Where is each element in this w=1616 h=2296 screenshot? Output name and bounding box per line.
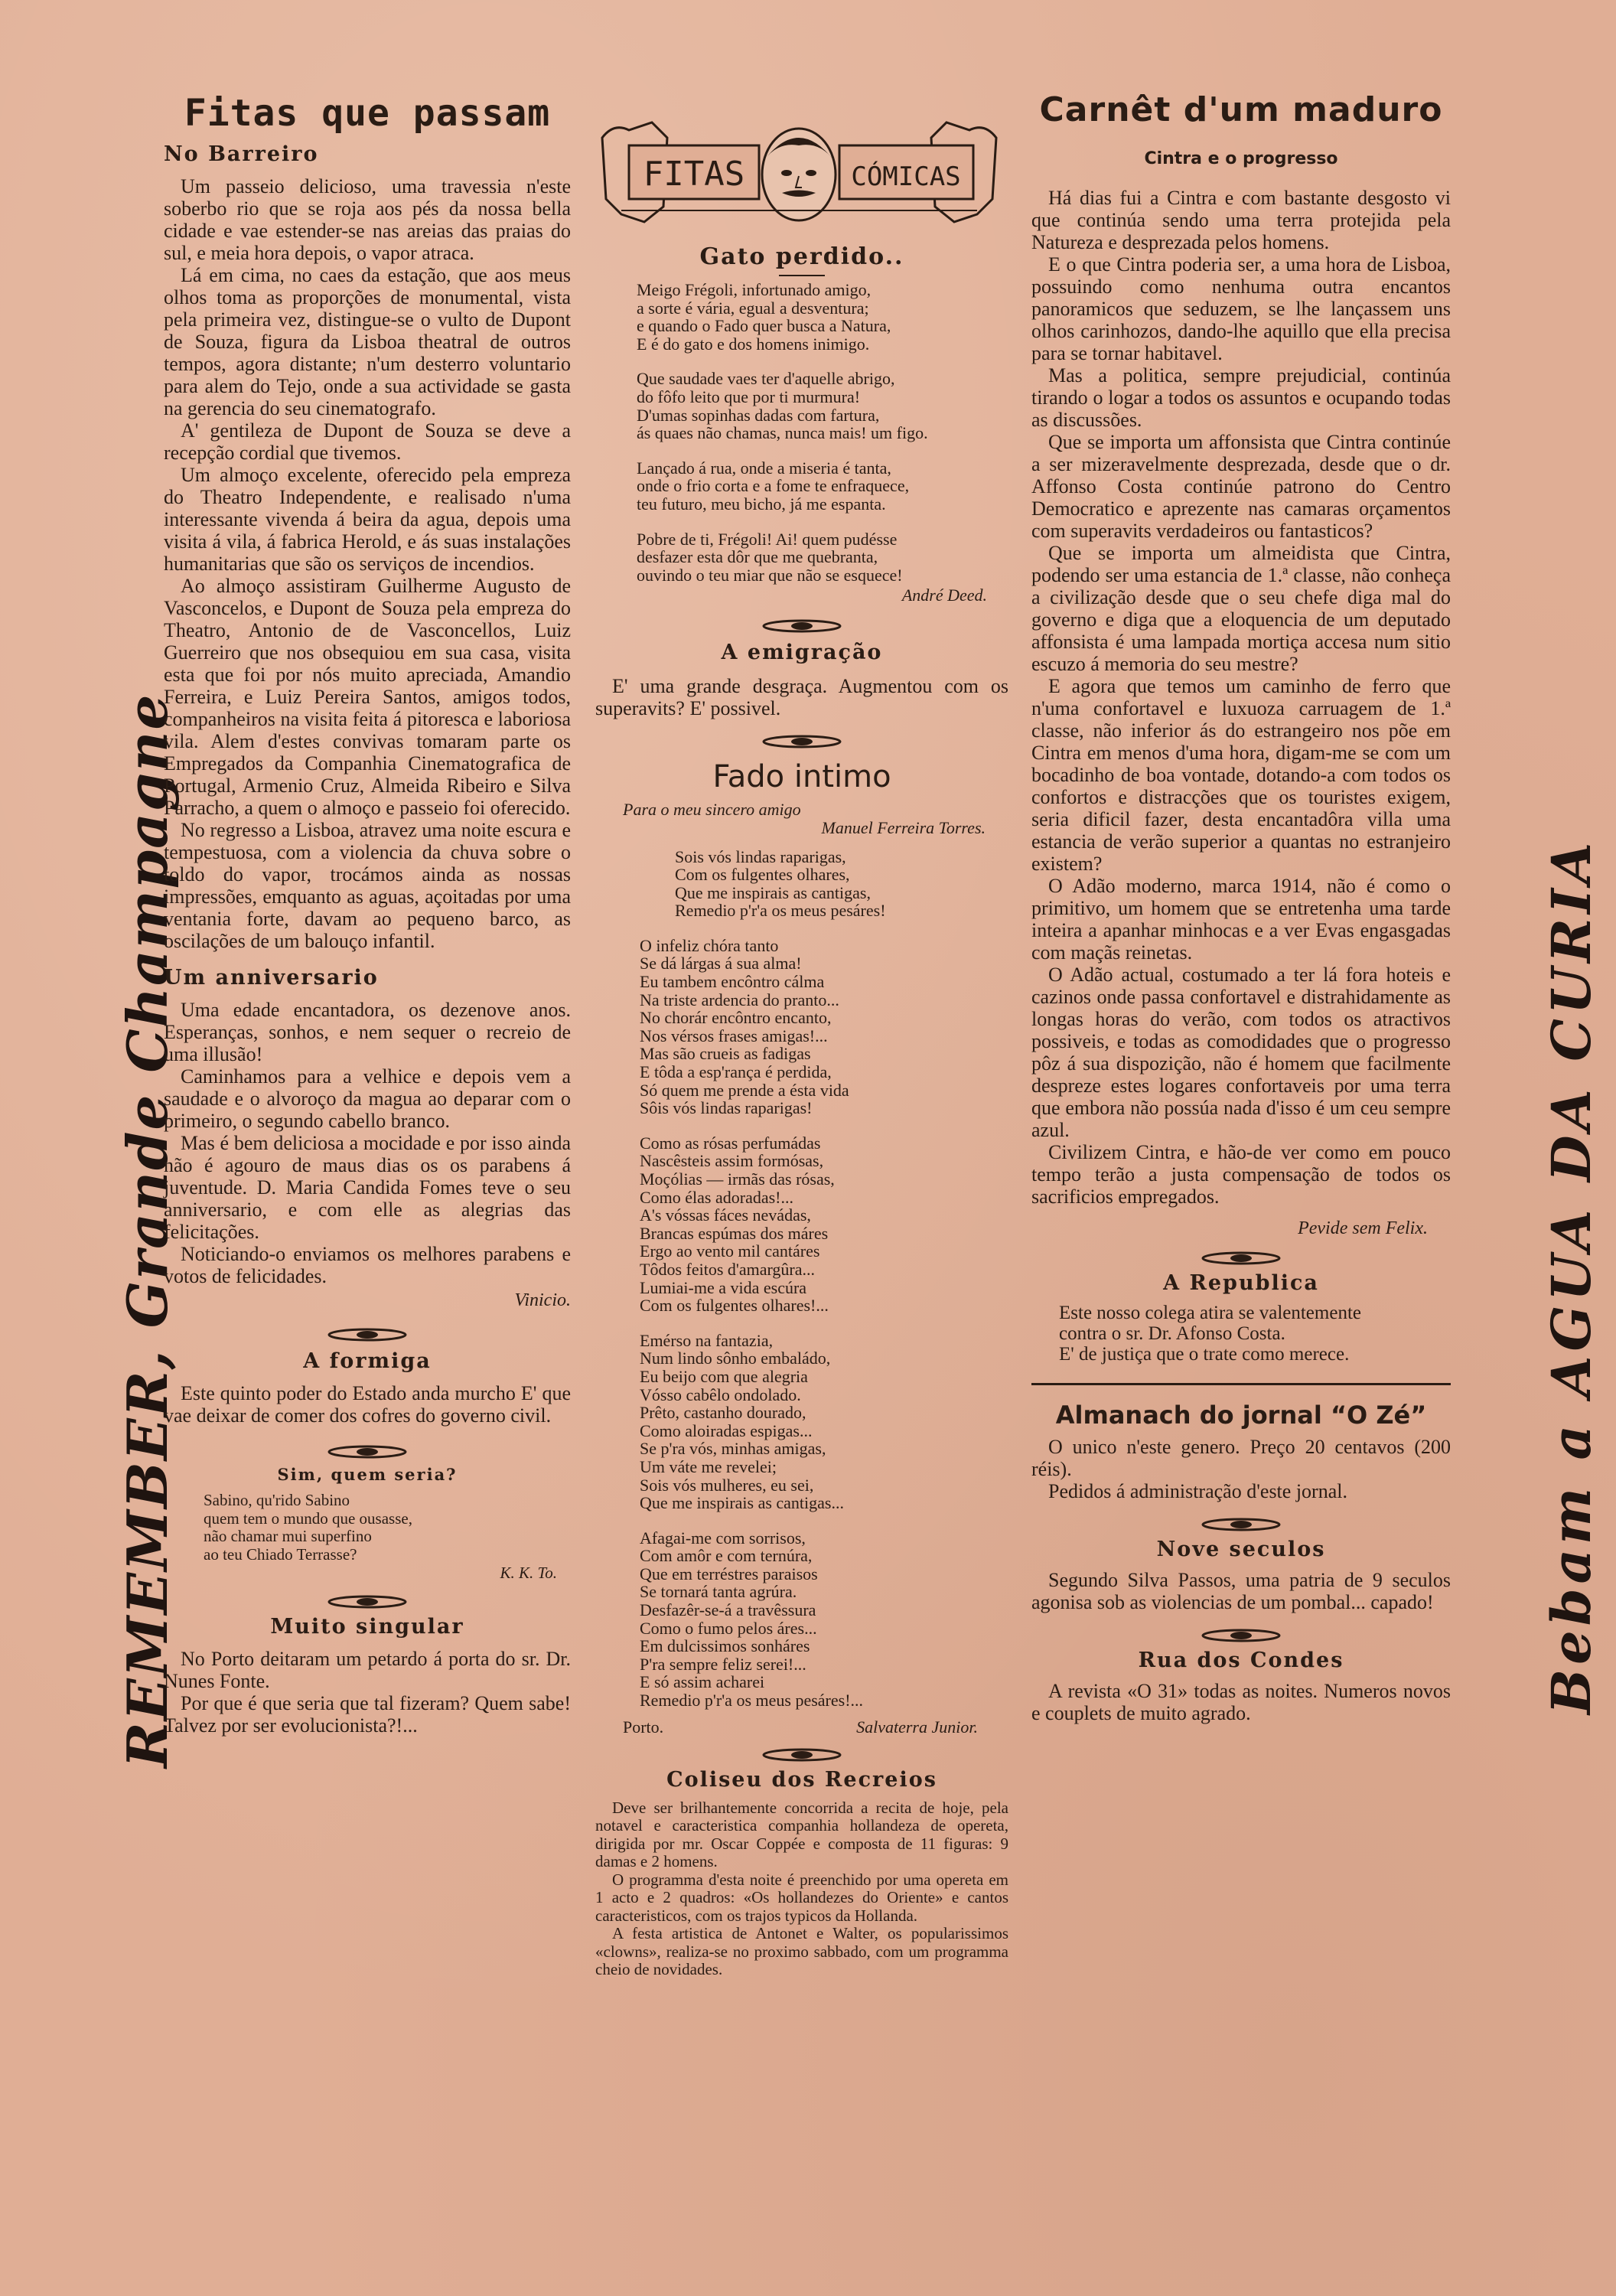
- poem-line: Sois vós lindas raparigas,: [675, 846, 846, 866]
- poem-line: Brancas espúmas dos máres: [640, 1223, 829, 1243]
- barreiro-paragraph: A' gentileza de Dupont de Souza se deve a recepção cordial que tivemos.: [164, 419, 571, 464]
- poem-line: Como as rósas perfumádas: [640, 1133, 821, 1153]
- verse-line: ao teu Chiado Terrasse?: [204, 1544, 357, 1564]
- almanach-article: [1031, 1436, 1451, 1502]
- short-rule: [779, 275, 825, 276]
- logo-right-text: CÓMICAS: [851, 161, 961, 192]
- gato-signature: André Deed.: [901, 585, 987, 605]
- carnet-paragraph: E agora que temos um caminho de ferro que n'uma confortavel e luxuoza carruagem de 1.ª classe, não inferior ás do estrangeiro nos põe em Cintra em menos d'uma hora, digam-me se com um bocadinho de boa vontade, dotando-a com todos os confortos e distracções que os touristes exigem, seria dificil fazer, desta encantadôra villa uma estancia de verão superior a quantas no estranjeiro existem?: [1031, 675, 1451, 875]
- poem-stanza: [640, 1134, 1008, 1315]
- ornament-divider: [325, 1326, 409, 1343]
- vertical-ad-right-text: Bebam a AGUA DA CURIA: [1539, 837, 1603, 1714]
- poem-line: Moçólias — irmãs das rósas,: [640, 1169, 835, 1189]
- poem-line: Se dá lárgas á sua alma!: [640, 954, 802, 974]
- coliseu-paragraph: Deve ser brilhantemente concorrida a recita de hoje, pela notavel e caracteristica companhia hollandeza de opereta, dirigida por mr. Oscar Coppée e composta de 11 figuras: 9 damas e 2 homens.: [595, 1798, 1008, 1871]
- poem-stanza: [640, 937, 1008, 1117]
- carnet-paragraph: Que se importa um almeidista que Cintra, podendo ser uma estancia de 1.ª classe, não conheça a civilização desde que o seu chefe diga mal do governo e diga que a eloquencia de um deputado affonsista é uma lampada mortiça accesa num sitio escuzo á memoria do seu mestre?: [1031, 542, 1451, 675]
- poem-line: Se tornará tanta agrúra.: [640, 1582, 797, 1602]
- carnet-article: [1031, 187, 1451, 1208]
- poem-line: Com amôr e com ternúra,: [640, 1546, 813, 1566]
- ornament-divider: [1199, 1627, 1283, 1644]
- verse-line: não chamar mui superfino: [204, 1527, 372, 1545]
- barreiro-paragraph: No regresso a Lisboa, atravez uma noite escura e tempestuosa, com a violencia da chuva sobre o toldo do vapor, trocámos ainda as nossas impressões, emquanto as aguas, açoitadas por uma ventania forte, davam ao pequeno barco, as oscilações de um balouço infantil.: [164, 819, 571, 952]
- fado-footer: [595, 1717, 1008, 1737]
- poem-line: Que me inspirais as cantigas,: [675, 882, 871, 902]
- poem-line: Afagai-me com sorrisos,: [640, 1528, 806, 1548]
- barreiro-paragraph: Lá em cima, no caes da estação, que aos meus olhos toma as proporções de monumental, vista pela primeira vez, distingue-se o vulto de Dupont de Souza, figura da Lisboa theatral de outros tempos, agora distante; n'um desterro voluntario para alem do Tejo, onde a sua actividade se gasta na gerencia do seu cinematografo.: [164, 264, 571, 419]
- poem-line: Nascêsteis assim formósas,: [640, 1151, 824, 1171]
- republica-line: Este nosso colega atira se valentemente: [1059, 1303, 1361, 1323]
- formiga-heading: A formiga: [303, 1349, 432, 1373]
- nove-heading: Nove seculos: [1156, 1538, 1326, 1561]
- singular-paragraph: No Porto deitaram um petardo á porta do sr. Dr. Nunes Fonte.: [164, 1648, 571, 1692]
- vertical-ad-left-text: REMEMBER, Grande Champagne: [115, 693, 180, 1768]
- poem-line: Lançado á rua, onde a miseria é tanta,: [637, 458, 891, 478]
- fitas-comicas-logo-art: [598, 115, 1000, 230]
- fado-heading: Fado intimo: [712, 759, 891, 795]
- poem-line: Desfazêr-se-á a travêssura: [640, 1600, 816, 1620]
- poem-line: Emérso na fantazia,: [640, 1330, 774, 1350]
- poem-line: A's vóssas fáces nevádas,: [640, 1205, 811, 1225]
- poem-line: ás quaes não chamas, nunca mais! um figo.: [637, 423, 928, 443]
- poem-line: Que em terréstres paraisos: [640, 1564, 818, 1583]
- poem-line: do fôfo leito que por ti murmura!: [637, 386, 861, 406]
- poem-line: No chorár encôntro encanto,: [640, 1008, 832, 1028]
- poem-line: Vósso cabêlo ondolado.: [640, 1384, 801, 1404]
- poem-line: Eu tambem encôntro cálma: [640, 972, 825, 992]
- poem-stanza: [637, 530, 1008, 585]
- ornament-divider: [325, 1443, 409, 1460]
- poem-line: Que me inspirais as cantigas...: [640, 1493, 844, 1513]
- carnet-paragraph: Mas a politica, sempre prejudicial, continúa tirando o logar a todos os assuntos e ocupando todas as discussões.: [1031, 364, 1451, 431]
- ornament-divider: [1199, 1516, 1283, 1533]
- column-left: [164, 0, 571, 1737]
- carnet-subtitle: Cintra e o progresso: [1144, 149, 1338, 168]
- column-center: [595, 243, 1008, 1979]
- section-rule: [1031, 1383, 1451, 1385]
- aniversario-paragraph: Caminhamos para a velhice e depois vem a saudade e o alvoroço da magua ao deparar com o primeiro, o segundo cabello branco.: [164, 1065, 571, 1132]
- poem-line: Como o fumo pelos áres...: [640, 1618, 817, 1638]
- column-right: [1031, 0, 1451, 1724]
- poem-line: O infeliz chóra tanto: [640, 935, 779, 955]
- ornament-divider: [325, 1593, 409, 1610]
- carnet-paragraph: O Adão moderno, marca 1914, não é como o primitivo, um homem que se entretenha uma tarde inteira a apanhar minhocas e a ver Evas engasgadas com maçãs reinetas.: [1031, 875, 1451, 964]
- formiga-text: Este quinto poder do Estado anda murcho E' que vae deixar de comer dos cofres do governo civil.: [164, 1382, 571, 1427]
- almanach-paragraph: Pedidos á administração d'este jornal.: [1048, 1480, 1347, 1502]
- republica-article: [1031, 1303, 1451, 1365]
- coliseu-heading: Coliseu dos Recreios: [666, 1767, 937, 1792]
- barreiro-heading: No Barreiro: [164, 142, 319, 166]
- barreiro-paragraph: Ao almoço assistiram Guilherme Augusto de Vasconcelos, e Dupont de Souza pela empreza do Theatro, Antonio de de Vasconcellos, Luiz Guerreiro que nos obsequiou em sua casa, visita esta que foi por nós muito apreciada, Amandio Ferreira, e Luiz Pereira Santos, amigos todos, companheiros na visita feita á pitoresca e laboriosa vila. Alem d'estes convivas tomaram parte os Empregados da Companhia Cinematografica de Portugal, Armenio Cruz, Almeida Ribeiro e Silva Parracho, a quem o almoço e passeio foi oferecido.: [164, 575, 571, 819]
- poem-stanza: [640, 1529, 1008, 1710]
- nove-article: [1031, 1569, 1451, 1613]
- emigracao-text: E' uma grande desgraça. Augmentou com os superavits? E' possivel.: [595, 675, 1008, 720]
- nove-text: Segundo Silva Passos, uma patria de 9 seculos agonisa sob as violencias de um pombal... capado!: [1031, 1569, 1451, 1613]
- condes-text: A revista «O 31» todas as noites. Numeros novos e couplets de muito agrado.: [1031, 1680, 1451, 1724]
- sim-quem-heading: Sim, quem seria?: [277, 1465, 458, 1484]
- dedication-line: Manuel Ferreira Torres.: [821, 817, 986, 837]
- poem-line: Pobre de ti, Frégoli! Ai! quem pudésse: [637, 529, 898, 549]
- poem-line: ouvindo o teu miar que não se esquece!: [637, 565, 903, 585]
- fado-signature: Salvaterra Junior.: [856, 1717, 978, 1737]
- almanach-heading: Almanach do jornal “O Zé”: [1055, 1401, 1427, 1430]
- poem-line: a sorte é vária, egual a desventura;: [637, 298, 869, 318]
- poem-line: Na triste ardencia do pranto...: [640, 990, 839, 1009]
- carnet-paragraph: O Adão actual, costumado a ter lá fora hoteis e cazinos onde passa confortavel e distrahidamente as longas horas do verão, com todos os atractivos possiveis, e todas as comodidades que o progresso pôz á sua dispozição, não é homem que facilmente despreze estes logares confortaveis por uma terra que embora não possúa nada d'isso é um ceu sempre azul.: [1031, 964, 1451, 1141]
- poem-line: Remedio p'r'a os meus pesáres!: [675, 901, 886, 921]
- republica-line: contra o sr. Dr. Afonso Costa.: [1059, 1323, 1285, 1344]
- sim-quem-signature: K. K. To.: [500, 1564, 557, 1582]
- coliseu-paragraph: A festa artistica de Antonet e Walter, os popularissimos «clowns», realiza-se no proximo sabbado, com um programma cheio de novidades.: [595, 1924, 1008, 1979]
- emigracao-article: [595, 675, 1008, 719]
- aniversario-paragraph: Uma edade encantadora, os dezenove anos. Esperanças, sonhos, e nem sequer o recreio de uma illusão!: [164, 999, 571, 1065]
- condes-article: [1031, 1680, 1451, 1724]
- carnet-paragraph: Há dias fui a Cintra e com bastante desgosto vi que continúa sendo uma terra protejida pela Natureza e desprezada pelos homens.: [1031, 187, 1451, 253]
- poem-line: Remedio p'r'a os meus pesáres!...: [640, 1691, 864, 1711]
- poem-line: Lumiai-me a vida escúra: [640, 1277, 807, 1297]
- poem-line: Com os fulgentes olhares!...: [640, 1296, 829, 1316]
- logo-left-text: FITAS: [643, 155, 745, 194]
- poem-line: Meigo Frégoli, infortunado amigo,: [637, 280, 872, 299]
- vertical-ad-right: [1539, 838, 1603, 1714]
- poem-line: Em dulcissimos sonháres: [640, 1636, 810, 1656]
- aniversario-article: [164, 999, 571, 1287]
- carnet-paragraph: E o que Cintra poderia ser, a uma hora de Lisboa, possuindo como nenhuma outra encantos panoramicos que seduzem, se lhe lançassem uns olhos carinhozos, dando-lhe aquillo que ella precisa para se tornar habitavel.: [1031, 253, 1451, 364]
- sim-quem-verse: [204, 1492, 571, 1564]
- barreiro-paragraph: Um passeio delicioso, uma travessia n'este soberbo rio que se roja aos pés da nossa bella cidade e vae estender-se nas areias das praias do sul, e meia hora depois, o vapor atraca.: [164, 175, 571, 264]
- fado-poem: [640, 937, 1008, 1710]
- fado-dedication: [595, 801, 1008, 837]
- poem-stanza: [637, 370, 1008, 442]
- carnet-signature: Pevide sem Felix.: [1298, 1218, 1428, 1238]
- fado-refrain: [675, 848, 1008, 920]
- poem-line: Com os fulgentes olhares,: [675, 865, 850, 885]
- coliseu-article: [595, 1799, 1008, 1979]
- barreiro-paragraph: Um almoço excelente, oferecido pela empreza do Theatro Independente, e realisado n'uma interessante vivenda á beira da agua, depois uma visita á vila, á fabrica Herold, e ás suas instalações humanitarias que são os serviços de incendios.: [164, 464, 571, 575]
- gato-heading: Gato perdido..: [699, 243, 904, 270]
- poem-stanza: [640, 1332, 1008, 1512]
- poem-stanza: [637, 281, 1008, 353]
- ornament-divider: [760, 618, 844, 634]
- poem-line: P'ra sempre feliz serei!...: [640, 1654, 806, 1674]
- poem-line: Mas são crueis as fadigas: [640, 1044, 811, 1064]
- poem-line: Como élas adoradas!...: [640, 1187, 793, 1207]
- poem-line: D'umas sopinhas dadas com fartura,: [637, 405, 880, 425]
- poem-line: Se p'ra vós, minhas amigas,: [640, 1439, 826, 1459]
- ornament-divider: [760, 1746, 844, 1763]
- poem-line: Como aloiradas espigas...: [640, 1420, 813, 1440]
- fado-place: Porto.: [623, 1717, 664, 1737]
- republica-line: E' de justiça que o trate como merece.: [1059, 1344, 1350, 1365]
- poem-line: E é do gato e dos homens inimigo.: [637, 334, 870, 354]
- aniversario-paragraph: Noticiando-o enviamos os melhores parabens e votos de felicidades.: [164, 1243, 571, 1287]
- coliseu-paragraph: O programma d'esta noite é preenchido por uma opereta em 1 acto e 2 quadros: «Os hollandezes do Oriente» e cantos caracteristicos, com os trajos typicos da Hollanda.: [595, 1870, 1008, 1925]
- carnet-paragraph: Civilizem Cintra, e hão-de ver como em pouco tempo terão a justa compensação de todos os sacrificios empregados.: [1031, 1141, 1451, 1208]
- carnet-title: Carnêt d'um maduro: [1039, 90, 1443, 129]
- ornament-divider: [1199, 1250, 1283, 1267]
- aniversario-heading: Um anniversario: [164, 966, 379, 990]
- poem-line: E tôda a esp'rança é perdida,: [640, 1062, 832, 1082]
- carnet-paragraph: Que se importa um affonsista que Cintra continúe a ser mizeravelmente desprezada, desde que o dr. Affonso Costa continúe patrono do Centro Democratico e aprezente nas camaras orçamentos com superavits verdadeiros ou fantasticos?: [1031, 431, 1451, 542]
- poem-line: Prêto, castanho dourado,: [640, 1403, 806, 1423]
- poem-line: Tôdos feitos d'amargûra...: [640, 1259, 816, 1279]
- verse-line: Sabino, qu'rido Sabino: [204, 1491, 350, 1509]
- poem-line: desfazer esta dôr que me quebranta,: [637, 547, 878, 567]
- fitas-comicas-logo: [598, 115, 1000, 230]
- formiga-article: [164, 1382, 571, 1427]
- poem-line: Sôis vós lindas raparigas!: [640, 1098, 813, 1118]
- gato-poem: [637, 281, 1008, 584]
- dedication-line: Para o meu sincero amigo: [623, 800, 801, 820]
- poem-line: e quando o Fado quer busca a Natura,: [637, 316, 891, 336]
- poem-line: E só assim acharei: [640, 1672, 765, 1692]
- poem-line: Um váte me revelei;: [640, 1456, 777, 1476]
- condes-heading: Rua dos Condes: [1138, 1649, 1344, 1672]
- republica-heading: A Republica: [1163, 1271, 1319, 1295]
- poem-line: teu futuro, meu bicho, já me espanta.: [637, 494, 886, 514]
- poem-line: Num lindo sônho embaládo,: [640, 1349, 831, 1368]
- poem-stanza: [637, 459, 1008, 514]
- singular-paragraph: Por que é que seria que tal fizeram? Quem sabe! Talvez por ser evolucionista?!...: [164, 1692, 571, 1737]
- fitas-que-passam-title: Fitas que passam: [184, 92, 551, 135]
- aniversario-paragraph: Mas é bem deliciosa a mocidade e por isso ainda não é agouro de maus dias os os parabens á juventude. D. Maria Candida Fomes teve o seu anniversario, e com elle as alegrias das felicitações.: [164, 1132, 571, 1243]
- ornament-divider: [760, 733, 844, 750]
- poem-line: Sois vós mulheres, eu sei,: [640, 1475, 814, 1495]
- poem-line: Só quem me prende a ésta vida: [640, 1080, 849, 1100]
- poem-line: Eu beijo com que alegria: [640, 1366, 808, 1386]
- singular-heading: Muito singular: [270, 1615, 464, 1639]
- poem-line: Ergo ao vento mil cantáres: [640, 1241, 820, 1261]
- poem-line: Que saudade vaes ter d'aquelle abrigo,: [637, 369, 895, 389]
- emigracao-heading: A emigração: [721, 641, 883, 665]
- verse-line: quem tem o mundo que ousasse,: [204, 1508, 412, 1528]
- barreiro-article: [164, 175, 571, 952]
- almanach-paragraph: O unico n'este genero. Preço 20 centavos (200 réis).: [1031, 1436, 1451, 1480]
- aniversario-signature: Vinicio.: [514, 1290, 571, 1310]
- singular-article: [164, 1648, 571, 1737]
- poem-line: onde o frio corta e a fome te enfraquece,: [637, 476, 910, 496]
- poem-line: Nos vérsos frases amigas!...: [640, 1026, 828, 1045]
